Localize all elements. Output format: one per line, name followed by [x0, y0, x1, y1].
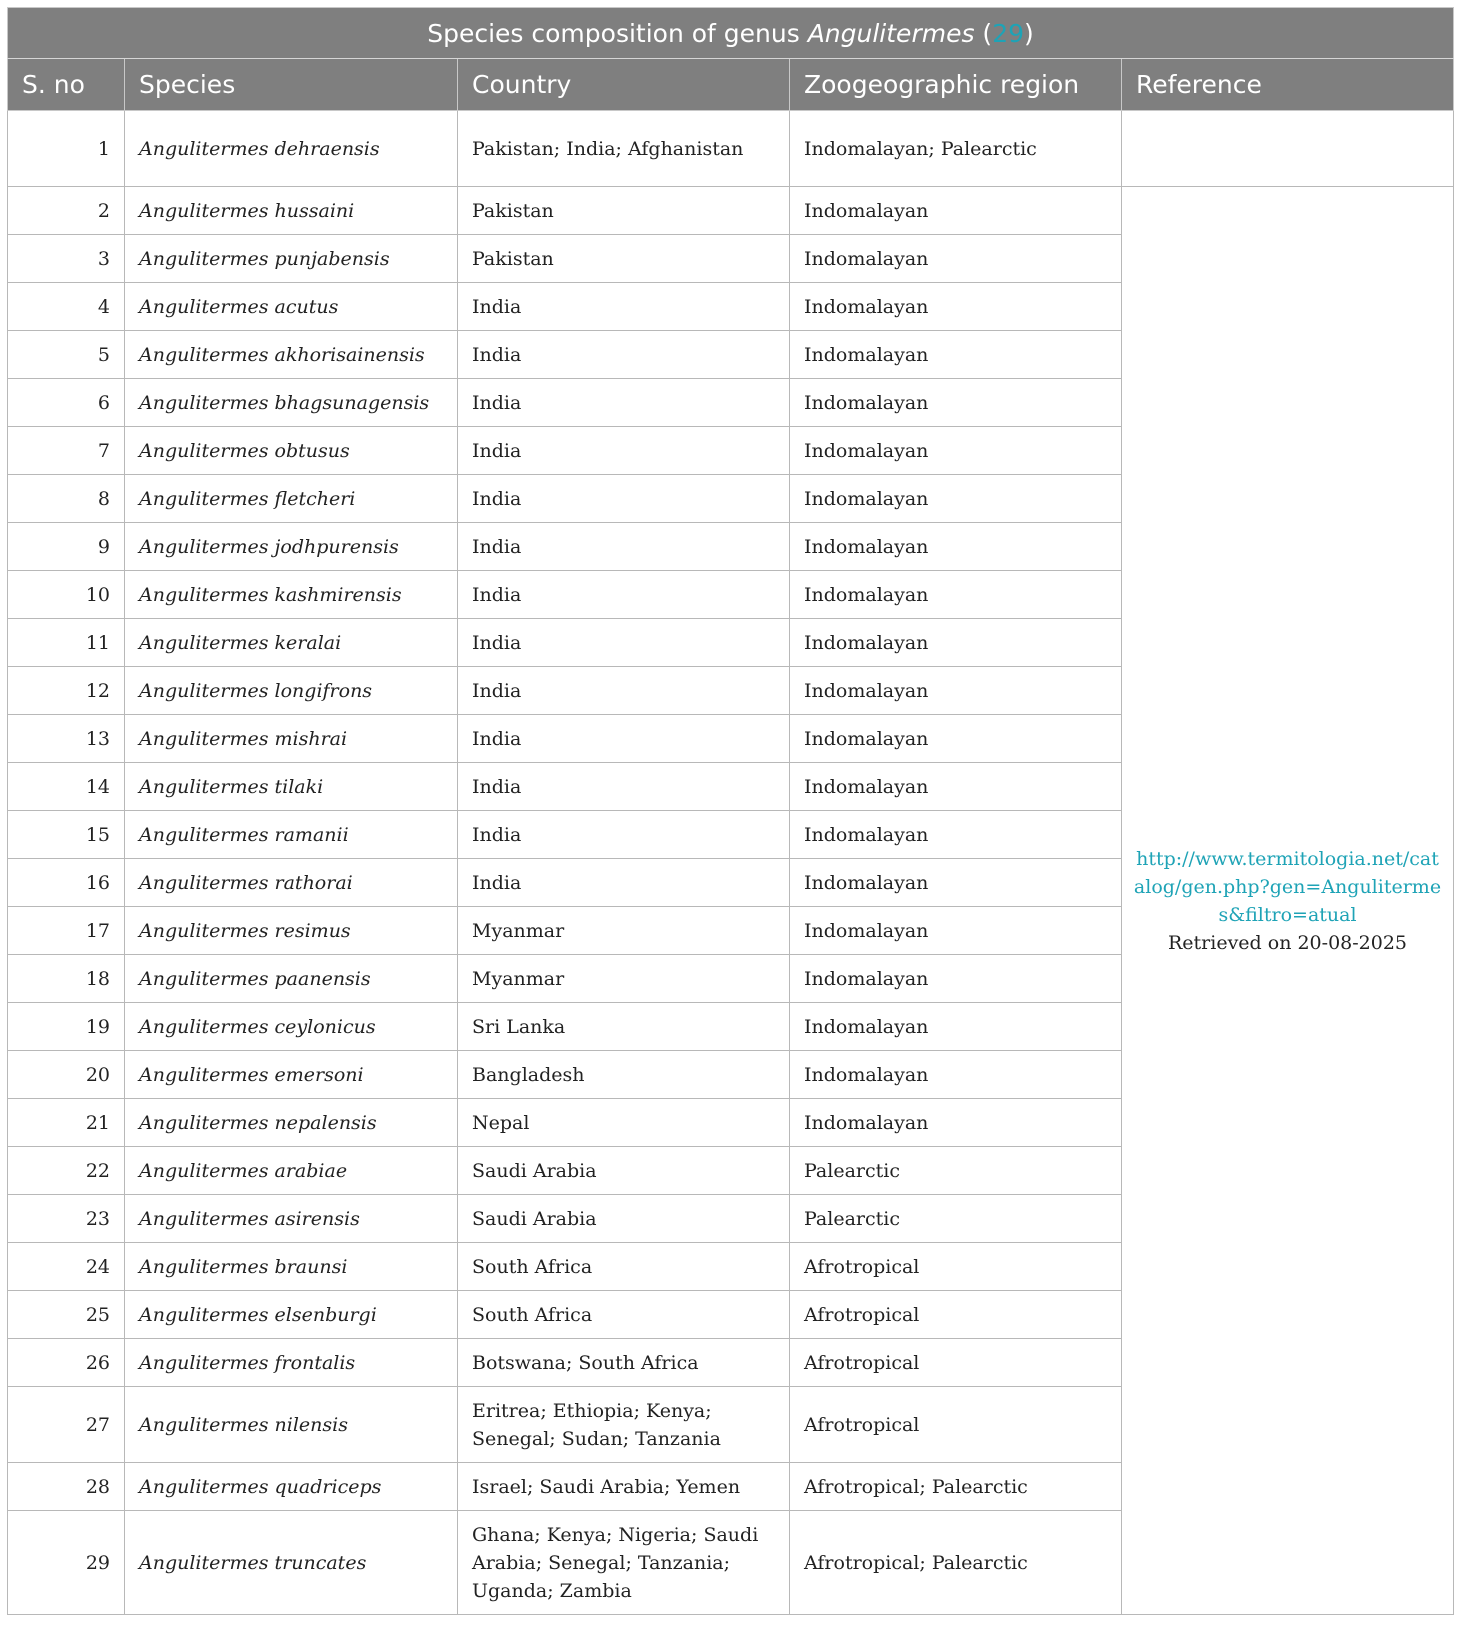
header-species: Species: [125, 59, 458, 111]
table-title-row: [8, 8, 1454, 59]
cell-country: Saudi Arabia: [458, 1147, 790, 1195]
cell-species: Angulitermes hussaini: [125, 187, 458, 235]
cell-region: Indomalayan: [790, 235, 1122, 283]
cell-region: Indomalayan: [790, 1099, 1122, 1147]
cell-country: Pakistan: [458, 235, 790, 283]
cell-region: Indomalayan: [790, 571, 1122, 619]
cell-country: Bangladesh: [458, 1051, 790, 1099]
cell-species: Angulitermes longifrons: [125, 667, 458, 715]
cell-species: Angulitermes jodhpurensis: [125, 523, 458, 571]
cell-country: India: [458, 571, 790, 619]
cell-sno: 7: [8, 427, 125, 475]
cell-sno: 27: [8, 1387, 125, 1463]
cell-country: Botswana; South Africa: [458, 1339, 790, 1387]
retrieved-date: Retrieved on 20-08-2025: [1167, 931, 1408, 954]
cell-region: Palearctic: [790, 1147, 1122, 1195]
cell-country: India: [458, 763, 790, 811]
cell-region: Indomalayan: [790, 331, 1122, 379]
cell-sno: 13: [8, 715, 125, 763]
cell-region: Indomalayan: [790, 955, 1122, 1003]
cell-country: Sri Lanka: [458, 1003, 790, 1051]
cell-region: Indomalayan: [790, 859, 1122, 907]
cell-region: Indomalayan: [790, 715, 1122, 763]
cell-sno: 1: [8, 111, 125, 187]
cell-species: Angulitermes bhagsunagensis: [125, 379, 458, 427]
cell-sno: 20: [8, 1051, 125, 1099]
cell-sno: 29: [8, 1511, 125, 1615]
cell-country: Pakistan: [458, 187, 790, 235]
cell-region: Indomalayan: [790, 1051, 1122, 1099]
cell-species: Angulitermes fletcheri: [125, 475, 458, 523]
title-prefix: Species composition of genus: [427, 18, 808, 48]
header-sno: S. no: [8, 59, 125, 111]
cell-region: Afrotropical: [790, 1339, 1122, 1387]
cell-country: India: [458, 427, 790, 475]
cell-sno: 14: [8, 763, 125, 811]
cell-region: Indomalayan: [790, 763, 1122, 811]
cell-species: Angulitermes arabiae: [125, 1147, 458, 1195]
cell-country: India: [458, 619, 790, 667]
cell-region: Indomalayan: [790, 379, 1122, 427]
cell-country: Saudi Arabia: [458, 1195, 790, 1243]
cell-region: Afrotropical: [790, 1243, 1122, 1291]
cell-country: India: [458, 811, 790, 859]
cell-species: Angulitermes nilensis: [125, 1387, 458, 1463]
cell-region: Indomalayan: [790, 811, 1122, 859]
cell-country: India: [458, 283, 790, 331]
cell-sno: 8: [8, 475, 125, 523]
cell-species: Angulitermes rathorai: [125, 859, 458, 907]
header-region: Zoogeographic region: [790, 59, 1122, 111]
table-body: [8, 111, 1454, 1615]
cell-species: Angulitermes punjabensis: [125, 235, 458, 283]
cell-species: Angulitermes keralai: [125, 619, 458, 667]
cell-country: Pakistan; India; Afghanistan: [458, 111, 790, 187]
header-reference: Reference: [1122, 59, 1454, 111]
cell-region: Indomalayan: [790, 283, 1122, 331]
cell-species: Angulitermes tilaki: [125, 763, 458, 811]
cell-region: Indomalayan: [790, 619, 1122, 667]
cell-sno: 24: [8, 1243, 125, 1291]
species-table: [7, 7, 1454, 1615]
cell-country: South Africa: [458, 1243, 790, 1291]
cell-sno: 9: [8, 523, 125, 571]
cell-country: Israel; Saudi Arabia; Yemen: [458, 1463, 790, 1511]
cell-species: Angulitermes quadriceps: [125, 1463, 458, 1511]
reference-link[interactable]: http://www.termitologia.net/catalog/gen.php?gen=Angulitermes&filtro=atual: [1133, 847, 1442, 926]
cell-species: Angulitermes elsenburgi: [125, 1291, 458, 1339]
cell-region: Indomalayan: [790, 523, 1122, 571]
citation-link[interactable]: 29: [992, 18, 1024, 48]
cell-country: Nepal: [458, 1099, 790, 1147]
cell-region: Afrotropical; Palearctic: [790, 1463, 1122, 1511]
cell-species: Angulitermes akhorisainensis: [125, 331, 458, 379]
cell-region: Afrotropical: [790, 1291, 1122, 1339]
cell-species: Angulitermes ramanii: [125, 811, 458, 859]
cell-country: Ghana; Kenya; Nigeria; Saudi Arabia; Senegal; Tanzania; Uganda; Zambia: [458, 1511, 790, 1615]
cell-sno: 4: [8, 283, 125, 331]
cell-country: India: [458, 715, 790, 763]
cell-region: Indomalayan: [790, 667, 1122, 715]
cell-sno: 3: [8, 235, 125, 283]
cell-species: Angulitermes paanensis: [125, 955, 458, 1003]
cell-country: Eritrea; Ethiopia; Kenya; Senegal; Sudan; Tanzania: [458, 1387, 790, 1463]
cell-sno: 16: [8, 859, 125, 907]
cell-sno: 5: [8, 331, 125, 379]
species-table-container: [7, 7, 1453, 1615]
cell-country: India: [458, 331, 790, 379]
title-genus: Angulitermes: [807, 18, 975, 48]
header-country: Country: [458, 59, 790, 111]
cell-species: Angulitermes nepalensis: [125, 1099, 458, 1147]
table-row: [8, 111, 1454, 187]
cell-country: India: [458, 667, 790, 715]
cell-sno: 12: [8, 667, 125, 715]
cell-sno: 11: [8, 619, 125, 667]
cell-species: Angulitermes frontalis: [125, 1339, 458, 1387]
cell-country: South Africa: [458, 1291, 790, 1339]
cell-reference-empty: [1122, 111, 1454, 187]
cell-sno: 18: [8, 955, 125, 1003]
table-title: [8, 8, 1454, 59]
cell-country: Myanmar: [458, 907, 790, 955]
cell-region: Afrotropical; Palearctic: [790, 1511, 1122, 1615]
cell-region: Indomalayan: [790, 907, 1122, 955]
cell-sno: 15: [8, 811, 125, 859]
cell-region: Indomalayan: [790, 1003, 1122, 1051]
cell-sno: 6: [8, 379, 125, 427]
cell-country: India: [458, 523, 790, 571]
title-close: ): [1024, 18, 1034, 48]
cell-sno: 28: [8, 1463, 125, 1511]
cell-region: Indomalayan: [790, 187, 1122, 235]
cell-sno: 23: [8, 1195, 125, 1243]
title-open: (: [974, 18, 993, 48]
cell-sno: 25: [8, 1291, 125, 1339]
cell-region: Afrotropical: [790, 1387, 1122, 1463]
cell-sno: 26: [8, 1339, 125, 1387]
cell-sno: 2: [8, 187, 125, 235]
table-header-row: [8, 59, 1454, 111]
cell-species: Angulitermes emersoni: [125, 1051, 458, 1099]
cell-species: Angulitermes mishrai: [125, 715, 458, 763]
cell-species: Angulitermes obtusus: [125, 427, 458, 475]
cell-species: Angulitermes kashmirensis: [125, 571, 458, 619]
cell-region: Palearctic: [790, 1195, 1122, 1243]
table-row: [8, 187, 1454, 235]
cell-species: Angulitermes resimus: [125, 907, 458, 955]
cell-sno: 19: [8, 1003, 125, 1051]
cell-sno: 10: [8, 571, 125, 619]
cell-country: Myanmar: [458, 955, 790, 1003]
cell-country: India: [458, 475, 790, 523]
cell-region: Indomalayan; Palearctic: [790, 111, 1122, 187]
cell-country: India: [458, 859, 790, 907]
cell-species: Angulitermes dehraensis: [125, 111, 458, 187]
cell-reference: [1122, 187, 1454, 1615]
cell-region: Indomalayan: [790, 475, 1122, 523]
cell-region: Indomalayan: [790, 427, 1122, 475]
cell-sno: 21: [8, 1099, 125, 1147]
cell-species: Angulitermes braunsi: [125, 1243, 458, 1291]
cell-sno: 22: [8, 1147, 125, 1195]
cell-country: India: [458, 379, 790, 427]
cell-species: Angulitermes truncates: [125, 1511, 458, 1615]
cell-species: Angulitermes ceylonicus: [125, 1003, 458, 1051]
cell-species: Angulitermes asirensis: [125, 1195, 458, 1243]
cell-species: Angulitermes acutus: [125, 283, 458, 331]
cell-sno: 17: [8, 907, 125, 955]
